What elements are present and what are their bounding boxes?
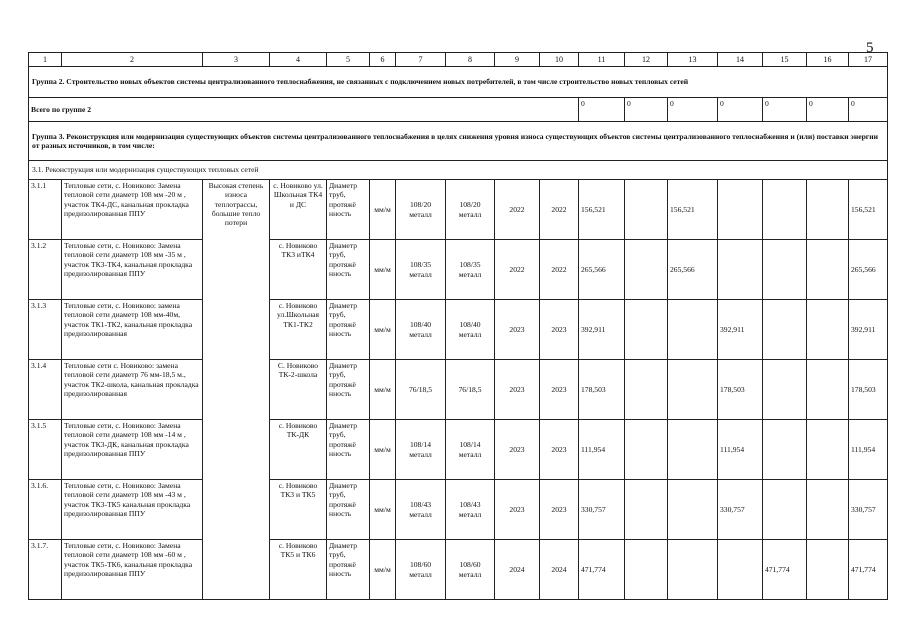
total-cost: 178,503	[579, 360, 625, 420]
cost-col-17: 156,521	[849, 180, 888, 240]
year-start: 2023	[495, 360, 540, 420]
column-number: 11	[579, 53, 625, 67]
total-cost: 156,521	[579, 180, 625, 240]
subgroup-heading	[29, 161, 888, 180]
value-after: 108/40 металл	[446, 300, 495, 360]
object-location: с. Новиково ТК3 и ТК5	[270, 480, 327, 540]
cost-col-14	[718, 540, 763, 600]
work-description: Тепловые сети, с. Новиково: Замена тепловой сети диаметр 108 мм -20 м , участок ТК4-ДС, канальная прокладка предизолированная ППУ	[62, 180, 203, 240]
parameter-name: Диаметр труб, протяжё нность	[327, 240, 370, 300]
year-start: 2022	[495, 180, 540, 240]
cost-col-16	[807, 420, 849, 480]
total-value: 0	[625, 98, 668, 122]
cost-col-14: 330,757	[718, 480, 763, 540]
column-number: 12	[625, 53, 668, 67]
parameter-name: Диаметр труб, протяжё нность	[327, 480, 370, 540]
unit: мм/м	[370, 360, 396, 420]
column-number: 16	[807, 53, 849, 67]
total-cost: 111,954	[579, 420, 625, 480]
total-value: 0	[763, 98, 807, 122]
column-number: 5	[327, 53, 370, 67]
table-row	[29, 180, 888, 240]
cost-col-17: 392,911	[849, 300, 888, 360]
cost-col-12	[625, 480, 668, 540]
work-description: Тепловые сети, с. Новиково: Замена тепловой сети диаметр 108 мм -43 м , участок ТК3-ТК5 канальная прокладка предизолированная ППУ	[62, 480, 203, 540]
cost-col-12	[625, 300, 668, 360]
value-before: 76/18,5	[396, 360, 446, 420]
group-2-heading	[29, 67, 888, 98]
total-cost: 330,757	[579, 480, 625, 540]
row-number: 3.1.3	[29, 300, 62, 360]
reason-text: Высокая степень износа теплотрассы, большие тепло потери	[203, 180, 270, 600]
cost-col-14	[718, 240, 763, 300]
row-number: 3.1.7.	[29, 540, 62, 600]
column-number: 9	[495, 53, 540, 67]
cost-col-14: 392,911	[718, 300, 763, 360]
cost-col-17: 178,503	[849, 360, 888, 420]
cost-col-16	[807, 360, 849, 420]
table-row	[29, 540, 888, 600]
row-number: 3.1.4	[29, 360, 62, 420]
total-value: 0	[579, 98, 625, 122]
cost-col-16	[807, 300, 849, 360]
cost-col-14: 111,954	[718, 420, 763, 480]
value-after: 108/20 металл	[446, 180, 495, 240]
column-number: 13	[668, 53, 718, 67]
cost-col-13	[668, 360, 718, 420]
year-end: 2023	[540, 360, 579, 420]
cost-col-16	[807, 240, 849, 300]
cost-col-15	[763, 180, 807, 240]
value-after: 108/35 металл	[446, 240, 495, 300]
total-value: 0	[718, 98, 763, 122]
cost-col-15	[763, 240, 807, 300]
cost-col-15	[763, 420, 807, 480]
unit: мм/м	[370, 240, 396, 300]
object-location: с. Новиково ТК3 иТК4	[270, 240, 327, 300]
column-number: 1	[29, 53, 62, 67]
unit: мм/м	[370, 420, 396, 480]
work-description: Тепловые сети, с. Новиково: замена тепловой сети диаметр 108 мм-40м, участок ТК1-ТК2, канальная прокладка предизолированная	[62, 300, 203, 360]
page-number: 5	[866, 40, 874, 56]
column-number: 14	[718, 53, 763, 67]
column-number: 15	[763, 53, 807, 67]
group-3-heading	[29, 122, 888, 161]
year-end: 2023	[540, 480, 579, 540]
object-location: С. Новиково ТК-2-школа	[270, 360, 327, 420]
unit: мм/м	[370, 540, 396, 600]
column-number: 7	[396, 53, 446, 67]
cost-col-13	[668, 420, 718, 480]
unit: мм/м	[370, 300, 396, 360]
cost-col-17: 330,757	[849, 480, 888, 540]
row-number: 3.1.2	[29, 240, 62, 300]
cost-col-13	[668, 540, 718, 600]
parameter-name: Диаметр труб, протяжё нность	[327, 420, 370, 480]
total-value: 0	[807, 98, 849, 122]
column-number-row	[29, 53, 888, 67]
year-start: 2023	[495, 300, 540, 360]
row-number: 3.1.6.	[29, 480, 62, 540]
unit: мм/м	[370, 480, 396, 540]
object-location: с. Новиково ТК-ДК	[270, 420, 327, 480]
column-number: 2	[62, 53, 203, 67]
cost-col-12	[625, 240, 668, 300]
table-row	[29, 360, 888, 420]
value-after: 108/60 металл	[446, 540, 495, 600]
column-number: 6	[370, 53, 396, 67]
group-2-total-row	[29, 98, 888, 122]
year-start: 2023	[495, 480, 540, 540]
cost-col-13: 265,566	[668, 240, 718, 300]
parameter-name: Диаметр труб, протяжё нность	[327, 360, 370, 420]
total-value: 0	[849, 98, 888, 122]
cost-col-17: 471,774	[849, 540, 888, 600]
parameter-name: Диаметр труб, протяжё нность	[327, 180, 370, 240]
group-2-title: Группа 2. Строительство новых объектов системы централизованного теплоснабжения, не связанных с подключением новых потребителей, в том числе строительство новых тепловых сетей	[29, 67, 888, 98]
value-before: 108/14 металл	[396, 420, 446, 480]
value-before: 108/60 металл	[396, 540, 446, 600]
year-end: 2023	[540, 420, 579, 480]
cost-col-13: 156,521	[668, 180, 718, 240]
value-before: 108/40 металл	[396, 300, 446, 360]
work-description: Тепловые сети с. Новиково: замена тепловой сети диаметр 76 мм-18,5 м., участок ТК2-школа, канальная прокладка предизолированная	[62, 360, 203, 420]
column-number: 10	[540, 53, 579, 67]
cost-col-14: 178,503	[718, 360, 763, 420]
cost-col-12	[625, 540, 668, 600]
year-end: 2022	[540, 180, 579, 240]
year-start: 2022	[495, 240, 540, 300]
object-location: с. Новиково ул.Школьная ТК1-ТК2	[270, 300, 327, 360]
year-end: 2024	[540, 540, 579, 600]
work-description: Тепловые сети, с. Новиково: Замена тепловой сети диаметр 108 мм -14 м , участок ТК3-ДК, канальная прокладка предизолированная ППУ	[62, 420, 203, 480]
work-description: Тепловые сети, с. Новиково: Замена тепловой сети диаметр 108 мм -35 м , участок ТК3-ТК4, канальная прокладка предизолированная ППУ	[62, 240, 203, 300]
table-row	[29, 480, 888, 540]
cost-col-12	[625, 180, 668, 240]
total-value: 0	[668, 98, 718, 122]
table-row	[29, 240, 888, 300]
parameter-name: Диаметр труб, протяжё нность	[327, 300, 370, 360]
cost-col-15	[763, 360, 807, 420]
column-number: 4	[270, 53, 327, 67]
column-number: 3	[203, 53, 270, 67]
year-start: 2024	[495, 540, 540, 600]
value-after: 108/43 металл	[446, 480, 495, 540]
cost-col-16	[807, 540, 849, 600]
cost-col-15	[763, 300, 807, 360]
cost-col-15	[763, 480, 807, 540]
cost-col-12	[625, 360, 668, 420]
object-location: с. Новиково ТК5 и ТК6	[270, 540, 327, 600]
cost-col-12	[625, 420, 668, 480]
value-before: 108/35 металл	[396, 240, 446, 300]
parameter-name: Диаметр труб, протяжё нность	[327, 540, 370, 600]
unit: мм/м	[370, 180, 396, 240]
table-row	[29, 300, 888, 360]
cost-col-16	[807, 480, 849, 540]
cost-col-14	[718, 180, 763, 240]
row-number: 3.1.1	[29, 180, 62, 240]
cost-col-13	[668, 300, 718, 360]
total-cost: 265,566	[579, 240, 625, 300]
value-before: 108/20 металл	[396, 180, 446, 240]
value-after: 76/18,5	[446, 360, 495, 420]
total-cost: 471,774	[579, 540, 625, 600]
investment-program-table	[28, 52, 888, 600]
total-cost: 392,911	[579, 300, 625, 360]
cost-col-13	[668, 480, 718, 540]
year-end: 2022	[540, 240, 579, 300]
column-number: 8	[446, 53, 495, 67]
cost-col-15: 471,774	[763, 540, 807, 600]
value-before: 108/43 металл	[396, 480, 446, 540]
value-after: 108/14 металл	[446, 420, 495, 480]
table-row	[29, 420, 888, 480]
work-description: Тепловые сети, с. Новиково: Замена тепловой сети диаметр 108 мм -60 м , участок ТК5-ТК6, канальная прокладка предизолированная ППУ	[62, 540, 203, 600]
group-3-title: Группа 3. Реконструкция или модернизация существующих объектов системы централизованного теплоснабжения в целях снижения уровня износа существующих объектов системы централизованного теплоснабжения и (или) поставки энергии от разных источников, в том числе:	[29, 122, 888, 161]
column-number: 17	[849, 53, 888, 67]
year-start: 2023	[495, 420, 540, 480]
cost-col-16	[807, 180, 849, 240]
row-number: 3.1.5	[29, 420, 62, 480]
year-end: 2023	[540, 300, 579, 360]
group-2-total-label: Всего по группе 2	[29, 98, 579, 122]
cost-col-17: 265,566	[849, 240, 888, 300]
cost-col-17: 111,954	[849, 420, 888, 480]
subgroup-title: 3.1. Реконструкция или модернизация существующих тепловых сетей	[29, 161, 888, 180]
object-location: с. Новиково ул. Школьная ТК4 и ДС	[270, 180, 327, 240]
